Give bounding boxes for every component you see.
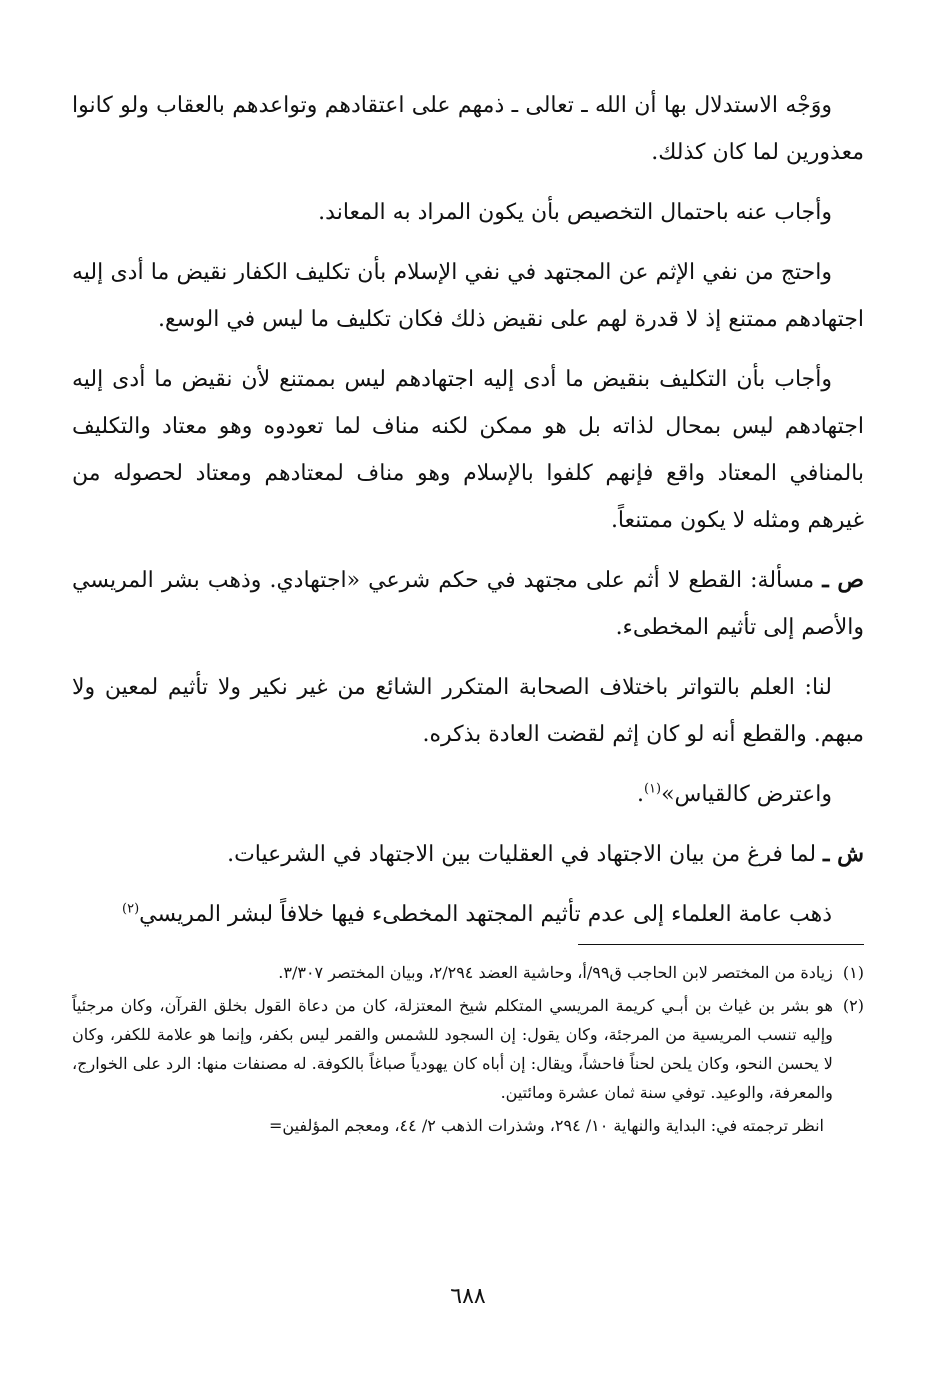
sheen-section	[72, 831, 864, 878]
footnote-2-continuation: انظر ترجمته في: البداية والنهاية ١٠/ ٢٩٤، وشذرات الذهب ٢/ ٤٤، ومعجم المؤلفين=	[269, 1116, 824, 1135]
iatarad-text: واعترض كالقياس»	[661, 782, 832, 807]
footnote-2-number: (٢)	[842, 996, 864, 1015]
footnotes	[72, 958, 864, 1144]
paragraph-last	[72, 891, 864, 938]
paragraph-iatarad	[72, 771, 864, 818]
footnote-1-number: (١)	[842, 963, 864, 982]
paragraph-istidlal: ووَجْه الاستدلال بها أن الله ـ تعالى ـ ذمهم على اعتقادهم وتواعدهم بالعقاب ولو كانوا معذورين لما كان كذلك.	[72, 93, 864, 165]
sheen-text: لما فرغ من بيان الاجتهاد في العقليات بين الاجتهاد في الشرعيات.	[227, 842, 817, 867]
sad-text: مسألة: القطع لا أثم على مجتهد في حكم شرعي «اجتهادي. وذهب بشر المريسي والأصم إلى تأثيم المخطىء.	[72, 568, 864, 640]
footnote-divider	[578, 944, 864, 945]
iatarad-end: .	[636, 782, 644, 807]
footnote-2-text: هو بشر بن غياث بن أبـي كريمة المريسي المتكلم شيخ المعتزلة، كان من دعاة القول بخلق القرآن، وكان مرجئياً وإليه تنسب المريسية من المرجئة، وكان يقول: إن السجود للشمس والقمر ليس بكفر، وإنما هو علامة للكفر، وكان لا يحسن النحو، وكان يلحن لحناً فاحشاً، ويقال: إن أباه كان يهودياً صباغاً بالكوفة. له مصنفات منها: الرد على الخوارج، والمعرفة، والوعيد. توفي سنة ثمان عشرة ومائتين.	[72, 996, 833, 1102]
sheen-marker: ش ـ	[823, 841, 864, 867]
paragraph-ajab-taklif: وأجاب بأن التكليف بنقيض ما أدى إليه اجتهادهم ليس بممتنع لأن نقيض ما أدى إليه اجتهادهم ليس بمحال لذاته بل هو ممكن لكنه مناف لما تعودوه وهو معتاد والتكليف بالمنافي المعتاد واقع فإنهم كلفوا بالإسلام وهو مناف لمعتادهم ومعتاد لحصوله من غيرهم ومثله لا يكون ممتنعاً.	[72, 367, 864, 533]
sad-marker: ص ـ	[822, 567, 865, 593]
footnote-1	[72, 958, 864, 987]
main-text	[72, 82, 864, 951]
paragraph-ajab-takhsis: وأجاب عنه باحتمال التخصيص بأن يكون المراد به المعاند.	[318, 200, 832, 225]
footnote-2	[72, 991, 864, 1107]
page-number: ٦٨٨	[450, 1284, 486, 1309]
footnote-ref-1[interactable]: (١)	[643, 781, 662, 797]
footnote-ref-2[interactable]: (٢)	[122, 901, 140, 917]
footnote-1-text: زيادة من المختصر لابن الحاجب ق٩٩/أ، وحاشية العضد ٢/٢٩٤، وبيان المختصر ٣/٣٠٧.	[278, 963, 833, 982]
sad-section	[72, 557, 864, 651]
paragraph-ihtajja: واحتج من نفي الإثم عن المجتهد في نفي الإسلام بأن تكليف الكفار نقيض ما أدى إليه اجتهادهم ممتنع إذ لا قدرة لهم على نقيض ذلك فكان تكليف ما ليس في الوسع.	[72, 260, 864, 332]
last-text: ذهب عامة العلماء إلى عدم تأثيم المجتهد المخطىء فيها خلافاً لبشر المريسي	[139, 902, 832, 927]
paragraph-lana: لنا: العلم بالتواتر باختلاف الصحابة المتكرر الشائع من غير نكير ولا تأثيم لمعين ولا مبهم. والقطع أنه لو كان إثم لقضت العادة بذكره.	[72, 675, 864, 747]
